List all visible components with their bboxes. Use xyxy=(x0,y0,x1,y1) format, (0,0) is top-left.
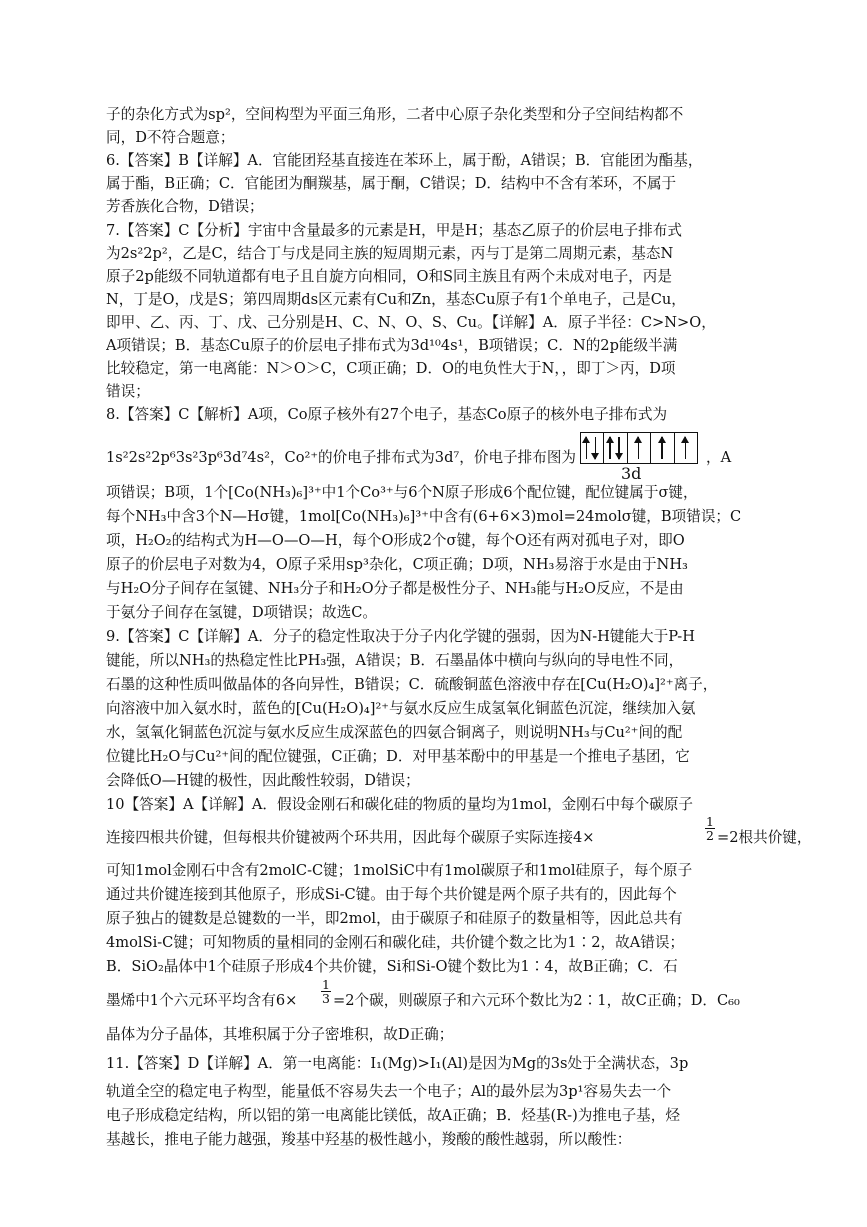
text-line: 10【答案】A【详解】A．假设金刚石和碳化硅的物质的量均为1mol，金刚石中每个碳原子 xyxy=(106,796,694,813)
text-line: 8.【答案】C【解析】A项，Co原子核外有27个电子，基态Co原子的核外电子排布式为 xyxy=(106,406,668,423)
text-line: 与H₂O分子间存在氢键、NH₃分子和H₂O分子都是极性分子、NH₃能与H₂O反应，不是由 xyxy=(106,580,684,597)
text-line: 原子独占的键数是总键数的一半，即2mol，由于碳原子和硅原子的数量相等，因此总共有 xyxy=(106,910,683,927)
text-line: 位键比H₂O与Cu²⁺间的配位键强，C正确；D．对甲基苯酚中的甲基是一个推电子基团，它 xyxy=(106,748,690,765)
spin-up-arrow-icon xyxy=(685,437,686,459)
text-line: 6.【答案】B【详解】A．官能团羟基直接连在苯环上，属于酚，A错误；B．官能团为酯基， xyxy=(106,152,703,169)
text-line: 原子2p能级不同轨道都有电子且自旋方向相同，O和S同主族且有两个未成对电子，丙是 xyxy=(106,268,672,285)
text-line: 属于酯，B正确；C．官能团为酮羰基，属于酮，C错误；D．结构中不含有苯环，不属于 xyxy=(106,175,677,192)
text-line: 晶体为分子晶体，其堆积属于分子密堆积，故D正确； xyxy=(106,1026,454,1043)
fraction xyxy=(705,815,715,842)
fraction-line xyxy=(106,978,766,1018)
text-line: A项错误；B．基态Cu原子的价层电子排布式为3d¹⁰4s¹，B项错误；C．N的2p能级半满 xyxy=(106,337,678,354)
fraction-line-suffix: =2个碳，则碳原子和六元环个数比为2∶1，故C正确；D．C₆₀ xyxy=(333,992,740,1009)
fraction-denominator: 2 xyxy=(706,828,714,843)
orbital-line-text: 1s²2s²2p⁶3s²3p⁶3d⁷4s²，Co²⁺的价电子排布式为3d⁷，价电子排布图为 xyxy=(106,449,577,466)
fraction-line xyxy=(106,814,812,855)
text-line: 9.【答案】C【详解】A．分子的稳定性取决于分子内化学键的强弱，因为N-H键能大于P-H xyxy=(106,628,695,645)
orbital-line-suffix: ，A xyxy=(706,449,732,466)
text-line: 芳香族化合物，D错误； xyxy=(106,198,264,215)
spin-down-arrow-icon xyxy=(618,437,619,459)
text-line: 项错误；B项，1个[Co(NH₃)₆]³⁺中1个Co³⁺与6个N原子形成6个配位键，配位键属于σ键， xyxy=(106,484,698,501)
text-line: 基越长，推电子能力越强，羧基中羟基的极性越小，羧酸的酸性越弱，所以酸性： xyxy=(106,1131,632,1148)
text-line: 比较稳定，第一电离能：N＞O＞C，C项正确；D．O的电负性大于N，，即丁＞丙，D项 xyxy=(106,360,676,377)
spin-up-arrow-icon xyxy=(609,437,610,459)
text-line: 电子形成稳定结构，所以铝的第一电离能比镁低，故A正确；B．烃基(R-)为推电子基，烃 xyxy=(106,1107,680,1124)
text-line: 子的杂化方式为sp²，空间构型为平面三角形，二者中心原子杂化类型和分子空间结构都不 xyxy=(106,106,684,123)
orbital-box xyxy=(581,433,604,463)
text-line: 4molSi-C键；可知物质的量相同的金刚石和碳化硅，共价键个数之比为1∶2，故A错误； xyxy=(106,934,685,951)
text-line: 石墨的这种性质叫做晶体的各向异性，B错误；C．硫酸铜蓝色溶液中存在[Cu(H₂O)₄]²⁺离子， xyxy=(106,676,718,693)
fraction-line-suffix: =2根共价键， xyxy=(717,829,812,846)
text-line: B．SiO₂晶体中1个硅原子形成4个共价键，Si和Si-O键个数比为1∶4，故B正确；C．石 xyxy=(106,958,678,975)
text-line: 于氨分子间存在氢键，D项错误；故选C。 xyxy=(106,604,377,621)
text-line: 错误； xyxy=(106,383,150,400)
text-line: 键能，所以NH₃的热稳定性比PH₃强，A错误；B．石墨晶体中横向与纵向的导电性不同， xyxy=(106,652,684,669)
orbital-box xyxy=(604,433,627,463)
orbital-box xyxy=(651,433,674,463)
orbital-box xyxy=(675,433,697,463)
text-line: 同，D不符合题意； xyxy=(106,129,235,146)
spin-down-arrow-icon xyxy=(595,437,596,459)
text-line: 通过共价键连接到其他原子，形成Si-C键。由于每个共价键是两个原子共有的，因此每个 xyxy=(106,886,677,903)
text-line: 向溶液中加入氨水时，蓝色的[Cu(H₂O)₄]²⁺与氨水反应生成氢氧化铜蓝色沉淀，继续加入氨 xyxy=(106,700,696,717)
fraction xyxy=(321,978,331,1005)
text-line: 原子的价层电子对数为4，O原子采用sp³杂化，C项正确；D项，NH₃易溶于水是由于NH₃ xyxy=(106,556,688,573)
fraction-line-text: 墨烯中1个六元环平均含有6× xyxy=(106,992,298,1009)
text-line: 每个NH₃中含3个N—Hσ键，1mol[Co(NH₃)₆]³⁺中含有(6+6×3)mol=24molσ键，B项错误；C xyxy=(106,508,742,525)
orbital-box xyxy=(628,433,651,463)
orbital-box-diagram xyxy=(580,432,698,464)
orbital-diagram-line xyxy=(106,432,766,488)
text-line: 为2s²2p²，乙是C，结合丁与戊是同主族的短周期元素，丙与丁是第二周期元素，基态N xyxy=(106,245,674,262)
text-line: N，丁是O，戊是S；第四周期ds区元素有Cu和Zn，基态Cu原子有1个单电子，己是Cu， xyxy=(106,291,686,308)
text-line: 会降低O—H键的极性，因此酸性较弱，D错误； xyxy=(106,772,420,789)
text-line: 7.【答案】C【分析】宇宙中含量最多的元素是H，甲是H；基态乙原子的价层电子排布式 xyxy=(106,222,682,239)
orbital-label: 3d xyxy=(621,464,642,483)
text-line: 可知1mol金刚石中含有2molC-C键；1molSiC中有1mol碳原子和1mol硅原子，每个原子 xyxy=(106,862,693,879)
text-line: 即甲、乙、丙、丁、戊、己分别是H、C、N、O、S、Cu。【详解】A．原子半径：C>N>O， xyxy=(106,314,716,331)
spin-up-arrow-icon xyxy=(661,437,662,459)
fraction-line-text: 连接四根共价键，但每根共价键被两个环共用，因此每个碳原子实际连接4× xyxy=(106,829,595,846)
fraction-numerator: 1 xyxy=(322,977,330,992)
fraction-denominator: 3 xyxy=(322,991,330,1006)
fraction-numerator: 1 xyxy=(706,814,714,829)
text-line: 轨道全空的稳定电子构型，能量低不容易失去一个电子；Al的最外层为3p¹容易失去一个 xyxy=(106,1083,672,1100)
spin-up-arrow-icon xyxy=(638,437,639,459)
text-line: 项，H₂O₂的结构式为H—O—O—H，每个O形成2个σ键，每个O还有两对孤电子对，即O xyxy=(106,532,685,549)
text-line: 水，氢氧化铜蓝色沉淀与氨水反应生成深蓝色的四氨合铜离子，则说明NH₃与Cu²⁺间的配 xyxy=(106,724,683,741)
spin-up-arrow-icon xyxy=(586,437,587,459)
text-line: 11.【答案】D【详解】A．第一电离能：I₁(Mg)>I₁(Al)是因为Mg的3s处于全满状态，3p xyxy=(106,1055,689,1072)
